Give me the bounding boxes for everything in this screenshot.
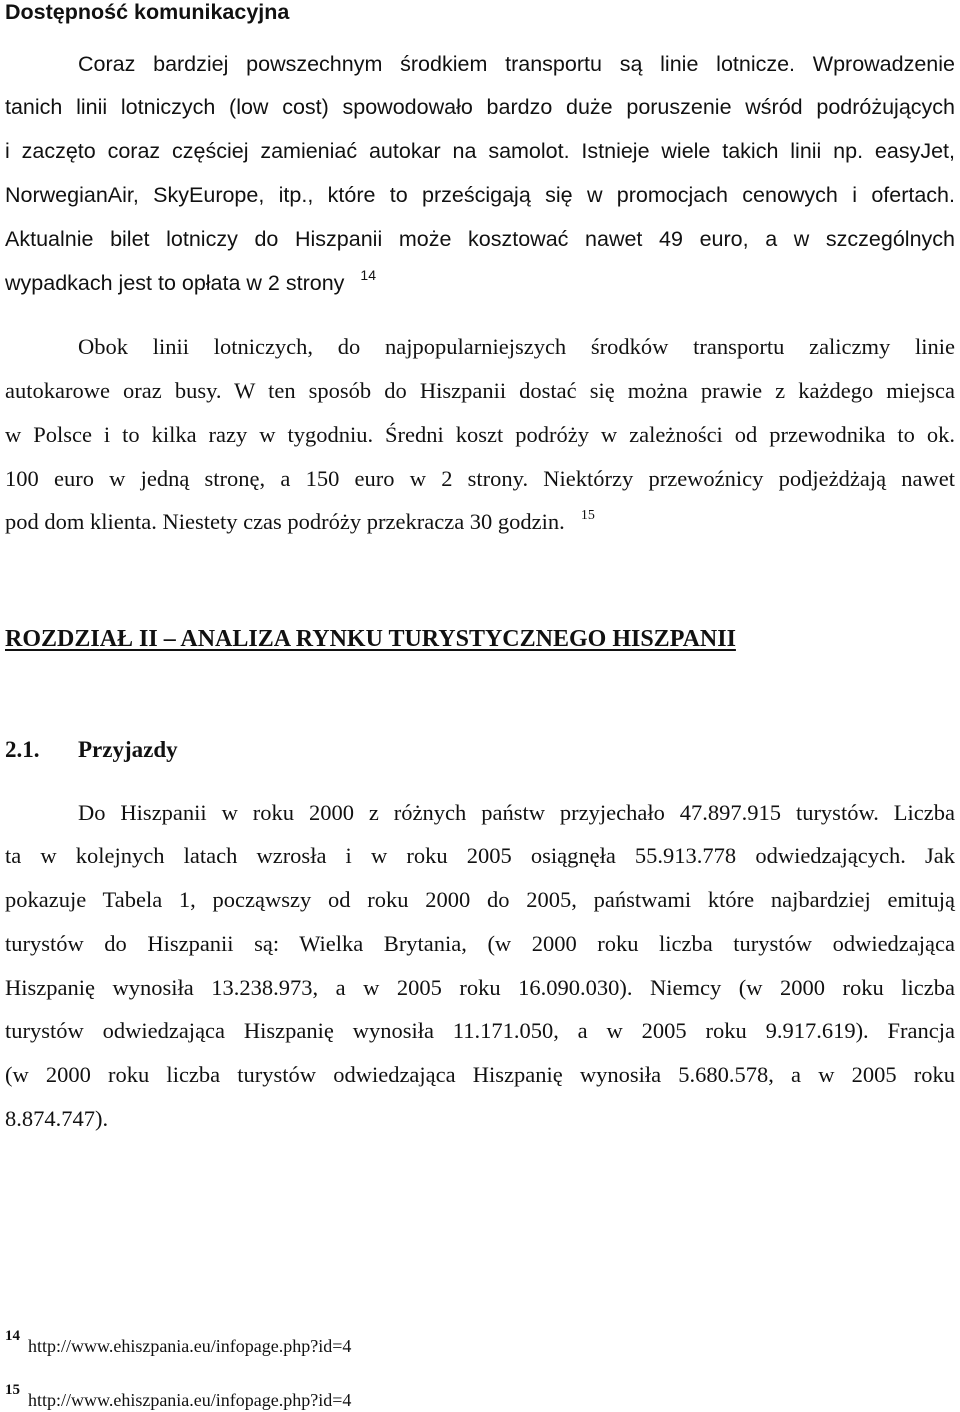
paragraph-line: Do Hiszpanii w roku 2000 z różnych państw przyjechało 47.897.915 turystów. Liczba [78, 800, 955, 825]
footnote [5, 1328, 352, 1357]
paragraph-line [5, 508, 955, 534]
footnote-number: 14 [5, 1328, 20, 1344]
paragraph-line: Coraz bardziej powszechnym środkiem transportu są linie lotnicze. Wprowadzenie [78, 52, 955, 76]
paragraph-line-text: wypadkach jest to opłata w 2 strony [5, 271, 345, 295]
footnote-number: 15 [5, 1382, 20, 1398]
paragraph-line: Hiszpanię wynosiła 13.238.973, a w 2005 roku 16.090.030). Niemcy (w 2000 roku liczba [5, 975, 955, 1000]
paragraph-line: tanich linii lotniczych (low cost) spowodowało bardzo duże poruszenie wśród podróżujących [5, 95, 955, 119]
paragraph-line: i zaczęto coraz częściej zamieniać autokar na samolot. Istnieje wiele takich linii np. easyJet, [5, 139, 955, 163]
footnote-marker: 14 [360, 267, 376, 283]
paragraph-line: turystów do Hiszpanii są: Wielka Brytania, (w 2000 roku liczba turystów odwiedzająca [5, 931, 955, 956]
section-heading: Dostępność komunikacyjna [5, 0, 290, 24]
paragraph-line: 8.874.747). [5, 1106, 109, 1131]
paragraph-line: (w 2000 roku liczba turystów odwiedzająca Hiszpanię wynosiła 5.680.578, a w 2005 roku [5, 1062, 955, 1087]
paragraph-line: w Polsce i to kilka razy w tygodniu. Średni koszt podróży w zależności od przewodnika to ok. [5, 422, 955, 447]
paragraph-line: Aktualnie bilet lotniczy do Hiszpanii może kosztować nawet 49 euro, a w szczególnych [5, 227, 955, 251]
section-title: Przyjazdy [78, 737, 178, 762]
paragraph-line-text: pod dom klienta. Niestety czas podróży przekracza 30 godzin. [5, 509, 565, 534]
paragraph-line [5, 267, 955, 295]
chapter-title: ROZDZIAŁ II – ANALIZA RYNKU TURYSTYCZNEGO HISZPANII [5, 626, 736, 652]
paragraph-line: pokazuje Tabela 1, począwszy od roku 2000 do 2005, państwami które najbardziej emitują [5, 887, 955, 912]
paragraph-line: autokarowe oraz busy. W ten sposób do Hiszpanii dostać się można prawie z każdego miejsca [5, 378, 955, 403]
footnote-marker: 15 [580, 508, 595, 523]
section-number: 2.1. [5, 737, 40, 762]
footnote [5, 1382, 352, 1411]
paragraph-line: 100 euro w jedną stronę, a 150 euro w 2 strony. Niektórzy przewoźnicy podjeżdżają nawet [5, 466, 955, 491]
footnote-link[interactable]: http://www.ehiszpania.eu/infopage.php?id=4 [28, 1336, 352, 1356]
paragraph-line: ta w kolejnych latach wzrosła i w roku 2005 osiągnęła 55.913.778 odwiedzających. Jak [5, 843, 955, 868]
footnote-link[interactable]: http://www.ehiszpania.eu/infopage.php?id=4 [28, 1390, 352, 1410]
paragraph-line: turystów odwiedzająca Hiszpanię wynosiła 11.171.050, a w 2005 roku 9.917.619). Francja [5, 1018, 955, 1043]
paragraph-line: NorwegianAir, SkyEurope, itp., które to prześcigają się w promocjach cenowych i ofertach. [5, 183, 955, 207]
paragraph-line: Obok linii lotniczych, do najpopularniejszych środków transportu zaliczmy linie [78, 334, 955, 359]
